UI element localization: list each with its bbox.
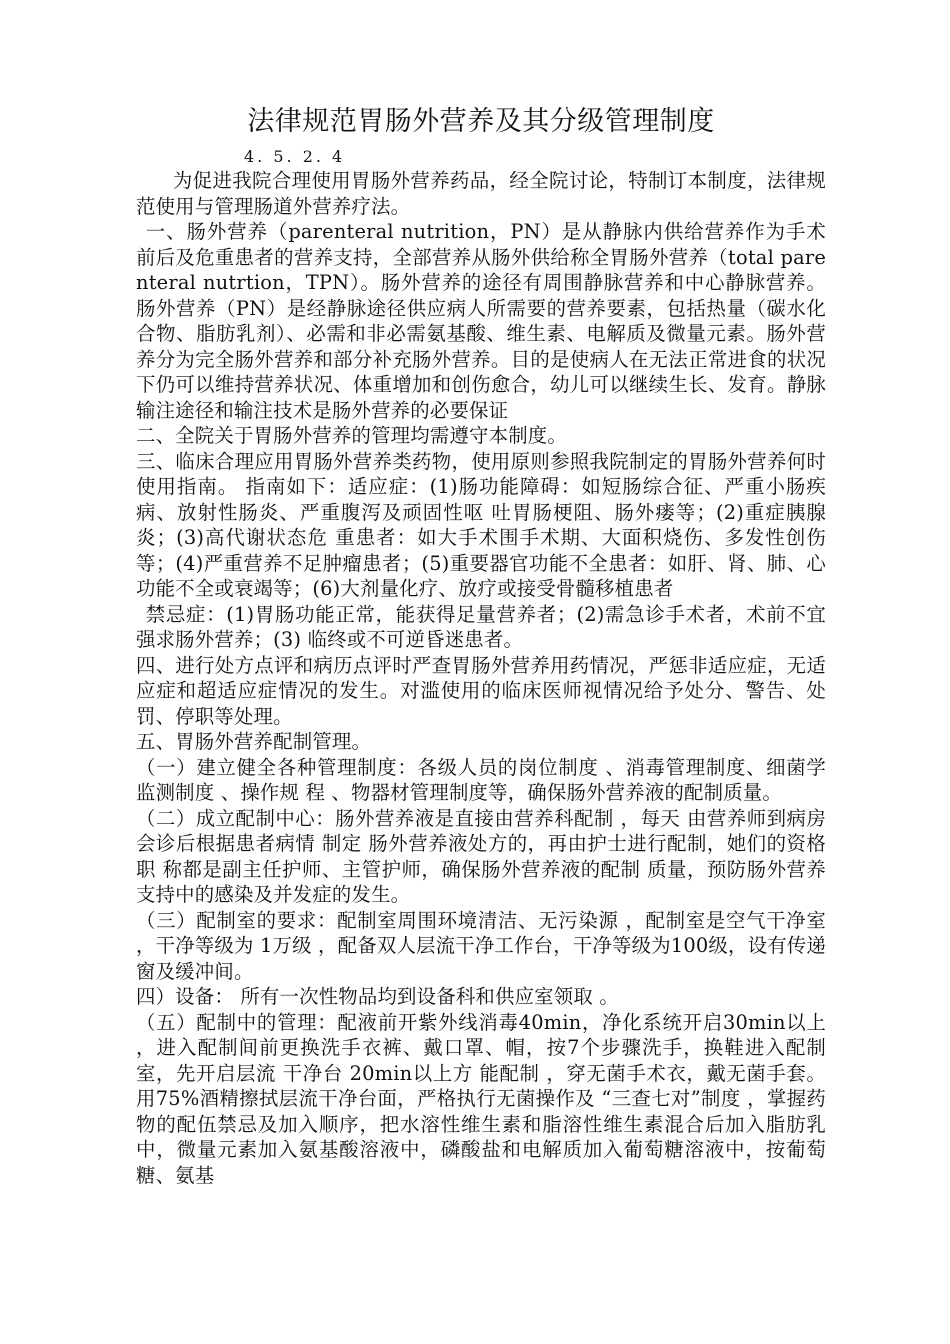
paragraph-intro: 为促进我院合理使用胃肠外营养药品，经全院讨论，特制订本制度，法律规范使用与管理肠道外营养疗法。 (136, 169, 826, 218)
paragraph-section-2: 二、全院关于胃肠外营养的管理均需遵守本制度。 (136, 424, 567, 447)
paragraph-section-1: 一、肠外营养（parenteral nutrition，PN）是从静脉内供给营养作为手术前后及危重患者的营养支持，全部营养从肠外供给称全胃肠外营养（total parenteral nutrtion，TPN）。肠外营养的途径有周围静脉营养和中心静脉营养。 肠外营养（PN）是经静脉途径供应病人所需要的营养要素，包括热量（碳水化合物、脂肪乳剂）、必需和非必需氨基酸、维生素、电解质及微量元素。肠外营养分为完全肠外营养和部分补充肠外营养。目的是使病人在无法正常进食的状况下仍可以维持营养状况、体重增加和创伤愈合，幼儿可以继续生长、发育。静脉输注途径和输注技术是肠外营养的必要保证 (136, 220, 826, 422)
paragraph-section-4: 四、进行处方点评和病历点评时严查胃肠外营养用药情况，严惩非适应症，无适应症和超适应症情况的发生。对滥使用的临床医师视情况给予处分、警告、处罚、停职等处理。 (136, 653, 826, 728)
paragraph-subsection-2: （二）成立配制中心：肠外营养液是直接由营养科配制 ，每天 由营养师到病房会诊后根据患者病情 制定 肠外营养液处方的，再由护士进行配制，她们的资格职 称都是副主任护师、主管护师，确保肠外营养液的配制 质量，预防肠外营养支持中的感染及并发症的发生。 (136, 806, 826, 906)
paragraph-section-3: 三、临床合理应用胃肠外营养类药物，使用原则参照我院制定的胃肠外营养何时使用指南。 指南如下：适应症：(1)肠功能障碍：如短肠综合征、严重小肠疾病、放射性肠炎、严重腹泻及顽固性呕 吐胃肠梗阻、肠外瘘等；(2)重症胰腺炎；(3)高代谢状态危 重患者：如大手术围手术期、大面积烧伤、多发性创伤等；(4)严重营养不足肿瘤患者；(5)重要器官功能不全患者：如肝、肾、肺、心功能不全或衰竭等；(6)大剂量化疗、放疗或接受骨髓移植患者 (136, 449, 826, 600)
paragraph-contraindications: 禁忌症：(1)胃肠功能正常，能获得足量营养者；(2)需急诊手术者，术前不宜强求肠外营养；(3) 临终或不可逆昏迷患者。 (136, 602, 826, 651)
paragraph-subsection-4: 四）设备： 所有一次性物品均到设备科和供应室领取 。 (136, 985, 619, 1008)
paragraph-subsection-5: （五）配制中的管理：配液前开紫外线消毒40min，净化系统开启30min以上 ，进入配制间前更换洗手衣裤、戴口罩、帽，按7个步骤洗手，换鞋进入配制室，先开启层流 干净台 20min以上方 能配制 ，穿无菌手术衣，戴无菌手套。用75%酒精擦拭层流干净台面，严格执行无菌操作及 “三查七对”制度 ，掌握药物的配伍禁忌及加入顺序，把水溶性维生素和脂溶性维生素混合后加入脂肪乳中，微量元素加入氨基酸溶液中，磷酸盐和电解质加入葡萄糖溶液中，按葡萄糖、氨基 (136, 1010, 826, 1187)
document-title: 法律规范胃肠外营养及其分级管理制度 (247, 106, 715, 137)
paragraph-subsection-1: （一）建立健全各种管理制度：各级人员的岗位制度 、消毒管理制度、细菌学监测制度 、操作规 程 、物器材管理制度等，确保肠外营养液的配制质量。 (136, 755, 826, 804)
document-number: 4. 5. 2. 4 (244, 147, 346, 166)
paragraph-section-5: 五、胃肠外营养配制管理。 (136, 730, 372, 753)
document-page (136, 104, 826, 1188)
paragraph-subsection-3: （三）配制室的要求：配制室周围环境清洁、无污染源 ，配制室是空气干净室 ，干净等级为 1万级 ，配备双人层流干净工作台，干净等级为100级，设有传递窗及缓冲间。 (136, 908, 826, 983)
